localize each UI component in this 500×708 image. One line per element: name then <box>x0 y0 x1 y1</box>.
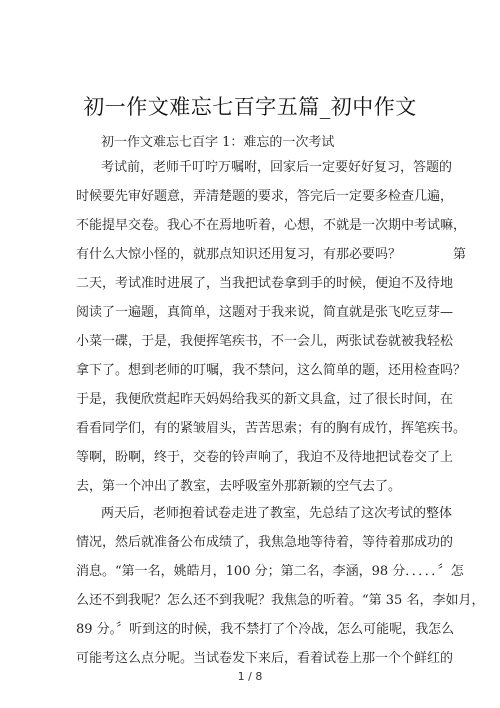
text-line: 不能提早交卷。我心不在焉地听着，心想，不就是一次期中考试嘛， <box>76 218 467 233</box>
text-line: 等啊，盼啊，终于，交卷的铃声响了，我迫不及待地把试卷交了上 <box>76 450 454 465</box>
text-line: 小菜一碟，于是，我便挥笔疾书，不一会儿，两张试卷就被我轻松 <box>76 334 454 349</box>
text-line: 有什么大惊小怪的，就那点知识还用复习，有那必要吗？ 第 <box>76 247 467 262</box>
text-line: 两天后，老师抱着试卷走进了教室，先总结了这次考试的整体 <box>101 506 453 521</box>
text-line: 二天，考试准时进展了，当我把试卷拿到手的时候，便迫不及待地 <box>76 276 454 291</box>
text-line: 于是，我便欣赏起昨天妈妈给我买的新文具盒，过了很长时间，在 <box>76 392 454 407</box>
text-line: 时候要先审好题意，弄清楚题的要求，答完后一定要多检查几遍， <box>76 189 454 204</box>
text-line: 考试前，老师千叮咛万嘱咐，回家后一定要好好复习，答题的 <box>101 160 453 175</box>
document-title: 初一作文难忘七百字五篇_初中作文 <box>83 95 417 119</box>
text-line: 情况，然后就准备公布成绩了，我焦急地等待着，等待着那成功的 <box>76 535 454 550</box>
text-line: 阅读了一遍题，真简单，这题对于我来说，简直就是张飞吃豆芽— <box>76 305 454 320</box>
text-line: 么还不到我呢？怎么还不到我呢？我焦急的听着。“第 35 名，李如月， <box>76 593 485 608</box>
text-line: 拿下了。想到老师的叮嘱，我不禁问，这么简单的题，还用检查吗？ <box>76 363 467 378</box>
text-line: 看看同学们，有的紧皱眉头，苦苦思索；有的胸有成竹，挥笔疾书。 <box>76 421 467 436</box>
text-line: 89 分。〞听到这的时候，我不禁打了个冷战，怎么可能呢，我怎么 <box>76 622 455 637</box>
page-indicator: 1 / 8 <box>237 670 263 683</box>
text-line: 可能考这么点分呢。当试卷发下来后，看着试卷上那一个个鲜红的 <box>76 651 454 666</box>
essay-subtitle: 初一作文难忘七百字 1：难忘的一次考试 <box>101 135 335 150</box>
text-line: 去，第一个冲出了教室，去呼吸室外那新颖的空气去了。 <box>76 479 402 494</box>
text-line: 消息。“第一名，姚皓月，100 分；第二名，李涵，98 分．．．．．〞怎 <box>76 564 464 579</box>
